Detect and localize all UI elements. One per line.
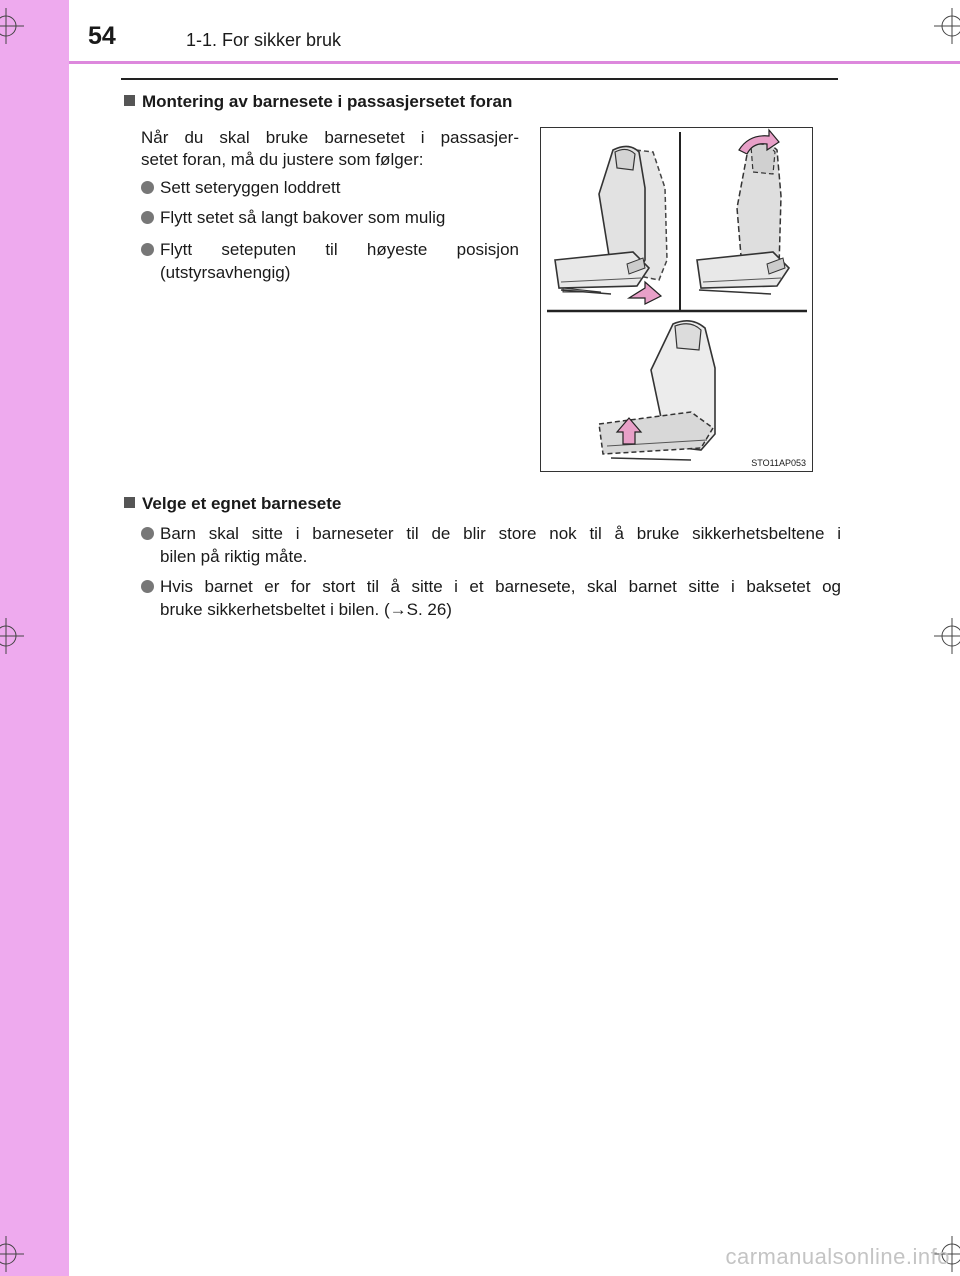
seat-slide-panel bbox=[697, 130, 789, 294]
list-item-text: Flytt setet så langt bakover som mulig bbox=[160, 208, 446, 227]
list-item bbox=[141, 575, 841, 621]
page-number: 54 bbox=[88, 22, 116, 50]
list-item-text-continued: bruke sikkerhetsbeltet i bilen. (→S. 26) bbox=[160, 600, 452, 619]
section-heading-mounting bbox=[124, 92, 512, 112]
square-bullet-icon bbox=[124, 95, 135, 106]
list-item-text-continued: (utstyrsavhengig) bbox=[160, 263, 291, 282]
intro-line-1: Når du skal bruke barnesetet i passasjer- bbox=[141, 128, 519, 147]
heading-text: Velge et egnet barnesete bbox=[142, 494, 342, 513]
list-item-text: Sett seteryggen loddrett bbox=[160, 178, 341, 197]
bullet-dot-icon bbox=[141, 580, 154, 593]
crop-mark-icon bbox=[0, 8, 28, 44]
crop-mark-icon bbox=[0, 1236, 28, 1272]
list-item bbox=[141, 206, 519, 229]
heading-text: Montering av barnesete i passasjersetet foran bbox=[142, 92, 513, 111]
square-bullet-icon bbox=[124, 497, 135, 508]
intro-line-2: setet foran, må du justere som følger: bbox=[141, 150, 424, 169]
crop-mark-icon bbox=[0, 618, 28, 654]
seat-adjustment-figure bbox=[540, 127, 813, 472]
list-item-text: Hvis barnet er for stort til å sitte i et barnesete, skal barnet sitte i baksetet og bbox=[160, 577, 841, 596]
list-item-text: Flytt seteputen til høyeste posisjon bbox=[160, 240, 519, 259]
header-rule bbox=[69, 61, 960, 64]
section-title: 1-1. For sikker bruk bbox=[186, 30, 342, 50]
list-item-text-continued: bilen på riktig måte. bbox=[160, 547, 308, 566]
content-rule bbox=[121, 78, 838, 80]
list-item-text: Barn skal sitte i barneseter til de blir store nok til å bruke sikkerhetsbeltene i bbox=[160, 524, 841, 543]
seat-height-panel bbox=[599, 321, 715, 460]
figure-code: STO11AP053 bbox=[751, 458, 806, 468]
intro-paragraph bbox=[141, 127, 519, 171]
bullet-dot-icon bbox=[141, 211, 154, 224]
list-item bbox=[141, 238, 519, 286]
bullet-dot-icon bbox=[141, 527, 154, 540]
watermark: carmanualsonline.info bbox=[725, 1244, 950, 1269]
page-header bbox=[0, 0, 960, 62]
list-item bbox=[141, 176, 519, 199]
seat-illustration bbox=[541, 128, 814, 473]
crop-mark-icon bbox=[930, 8, 960, 44]
bullet-dot-icon bbox=[141, 181, 154, 194]
seat-recline-panel bbox=[555, 146, 667, 304]
bullet-dot-icon bbox=[141, 243, 154, 256]
crop-mark-icon bbox=[930, 618, 960, 654]
list-item bbox=[141, 522, 841, 568]
section-heading-choose-seat bbox=[124, 494, 341, 514]
